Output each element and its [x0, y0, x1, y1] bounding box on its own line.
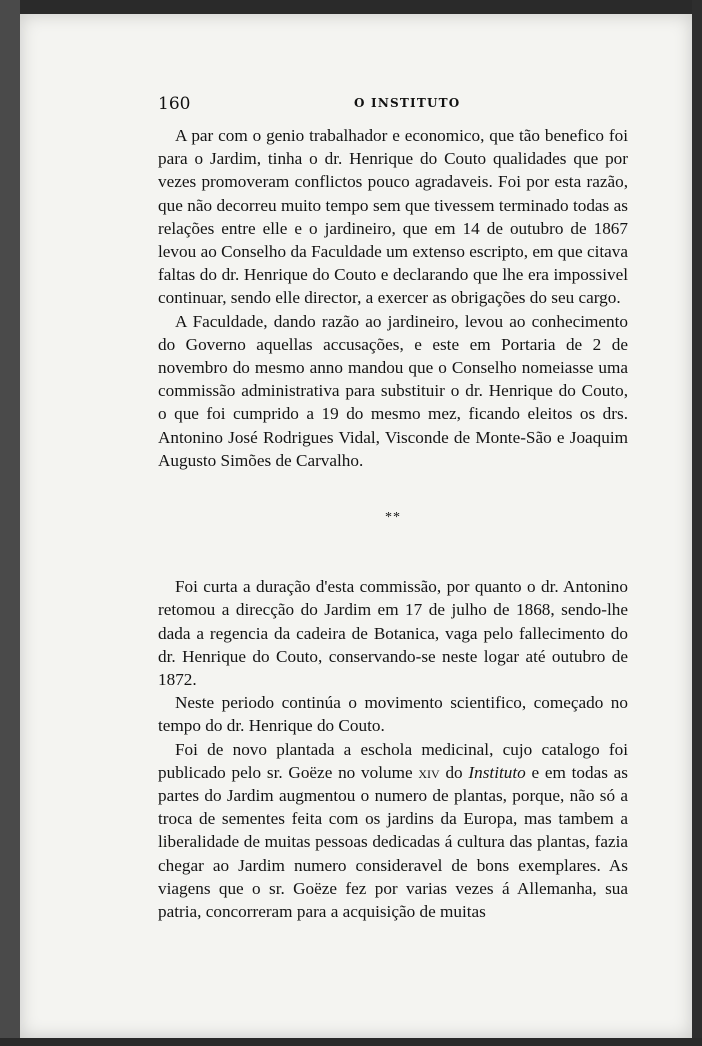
scan-border-left: [0, 0, 20, 1046]
journal-title: Instituto: [468, 762, 526, 782]
paragraph-5: [158, 738, 628, 924]
body-text: [158, 124, 628, 923]
paragraph-3: Foi curta a duração d'esta commissão, por quanto o dr. Antonino retomou a direcção do Jardim em 17 de julho de 1868, sendo-lhe dada a regencia da cadeira de Botanica, vaga pelo fallecimento do dr. Henrique do Couto, conservando-se neste logar até outubro de 1872.: [158, 577, 628, 690]
paragraph-5-text-b: do: [439, 762, 469, 782]
section-separator: **: [385, 510, 401, 526]
paragraph-5-text-a: Foi de novo plantada a eschola medicinal, cujo catalogo foi publicado pelo sr. Goëze no volume: [158, 739, 628, 782]
page-number: 160: [158, 94, 191, 114]
page-header: [158, 94, 628, 116]
scan-border-top: [0, 0, 702, 14]
paragraph-5-text-c: e em todas as partes do Jardim augmentou o numero de plantas, porque, não só a troca de sementes feita com os jardins da Europa, mas tambem a liberalidade de muitas pessoas dedicadas á cultura das plantas, fazia chegar ao Jardim numero consideravel de bons exemplares. As viagens que o sr. Goëze fez por varias vezes á Allemanha, sua patria, concorreram para a acquisição de muitas: [158, 762, 628, 922]
paragraph-2: A Faculdade, dando razão ao jardineiro, levou ao conhecimento do Governo aquellas accusações, e este em Portaria de 2 de novembro do mesmo anno mandou que o Conselho nomeiasse uma commissão administrativa para substituir o dr. Henrique do Couto, o que foi cumprido a 19 do mesmo mez, ficando eleitos os drs. Antonino José Rodrigues Vidal, Visconde de Monte-São e Joaquim Augusto Simões de Carvalho.: [158, 311, 628, 470]
scan-border-right: [692, 0, 702, 1046]
running-title: O INSTITUTO: [354, 96, 461, 110]
paragraph-4: Neste periodo continúa o movimento scientifico, começado no tempo do dr. Henrique do Couto.: [158, 693, 628, 736]
volume-number: xiv: [418, 762, 440, 782]
scan-border-bottom: [0, 1038, 702, 1046]
paragraph-1: A par com o genio trabalhador e economico, que tão benefico foi para o Jardim, tinha o dr. Henrique do Couto qualidades que por vezes promoveram conflictos pouco agradaveis. Foi por esta razão, que não decorreu muito tempo sem que tivessem terminado todas as relações entre elle e o jardineiro, que em 14 de outubro de 1867 levou ao Conselho da Faculdade um extenso escripto, em que citava faltas do dr. Henrique do Couto e declarando que lhe era impossivel continuar, sendo elle director, a exercer as obrigações do seu cargo.: [158, 126, 628, 308]
